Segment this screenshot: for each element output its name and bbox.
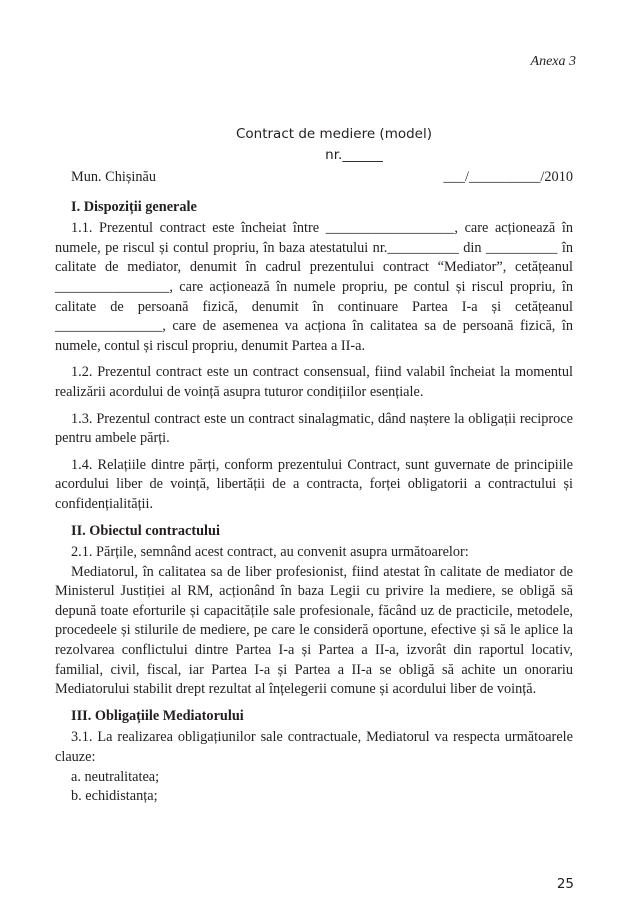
clause-2-1: 2.1. Părțile, semnând acest contract, au convenit asupra următoarelor: [71, 544, 469, 561]
clause-1-3: 1.3. Prezentul contract este un contract sinalagmatic, dând naștere la obligații reciproce pentru ambele părți. [55, 410, 573, 447]
clause-2-1-body: Mediatorul, în calitatea sa de liber profesionist, fiind atestat în calitate de mediator de Ministerul Justiției al RM, acționând în baza Legii cu privire la mediere, se obligă să depună toate eforturile și capacitățile sale profesionale, făcând uz de practicile, metodele, procedeele și stilurile de mediere, pe care le consideră oportune, efective și să le aplice la rezolvarea conflictului dintre Partea I-a și Partea a II-a, izvorât din raportul locativ, familial, civil, fiscal, iar Partea I-a și Partea a II-a se obligă să achite un onorariu Mediatorului stabilit drept rezultat al înțelegerii comune și acordului liber de voință. [55, 563, 573, 698]
document-body [55, 168, 573, 807]
section-heading-general: I. Dispoziții generale [71, 198, 197, 215]
contract-number: nr.______ [325, 147, 383, 163]
contract-title [0, 124, 638, 166]
contract-date: ___/__________/2010 [443, 169, 573, 185]
list-item: a. neutralitatea; [71, 768, 160, 785]
list-item: b. echidistanța; [71, 788, 158, 805]
clause-1-2: 1.2. Prezentul contract este un contract consensual, fiind valabil încheiat la momentul realizării acordului de voință asupra tuturor condițiilor esențiale. [55, 364, 573, 400]
section-heading-object: II. Obiectul contractului [71, 522, 220, 539]
page-number: 25 [556, 876, 574, 892]
clause-1-4: 1.4. Relațiile dintre părți, conform prezentului Contract, sunt guvernate de principiile acordului liber de voință, libertății de a contracta, forței obligatorii a contractului și confidențialității. [55, 456, 573, 512]
place-date-row [55, 168, 573, 188]
contract-title-line: Contract de mediere (model) [235, 126, 433, 142]
clause-1-1: 1.1. Prezentul contract este încheiat între __________________, care acționează în numele, pe riscul și contul propriu, în baza atestatului nr.__________ din __________ în calitate de mediator, denumit în cadrul prezentului contract “Mediator”, cetățeanul ________________, care acționează în numele propriu, pe contul și riscul propriu, în calitate de persoană fizică, denumit în continuare Partea I-a și cetățeanul _______________, care de asemenea va acționa în calitatea sa de persoană fizică, în numele, contul și riscul propriu, denumit Partea a II-a. [55, 220, 573, 354]
city: Mun. Chișinău [71, 169, 156, 185]
annex-label: Anexa 3 [530, 54, 576, 69]
clause-3-1: 3.1. La realizarea obligațiunilor sale contractuale, Mediatorul va respecta următoarele clauze: [55, 729, 573, 766]
section-heading-obligations: III. Obligațiile Mediatorului [71, 707, 244, 724]
